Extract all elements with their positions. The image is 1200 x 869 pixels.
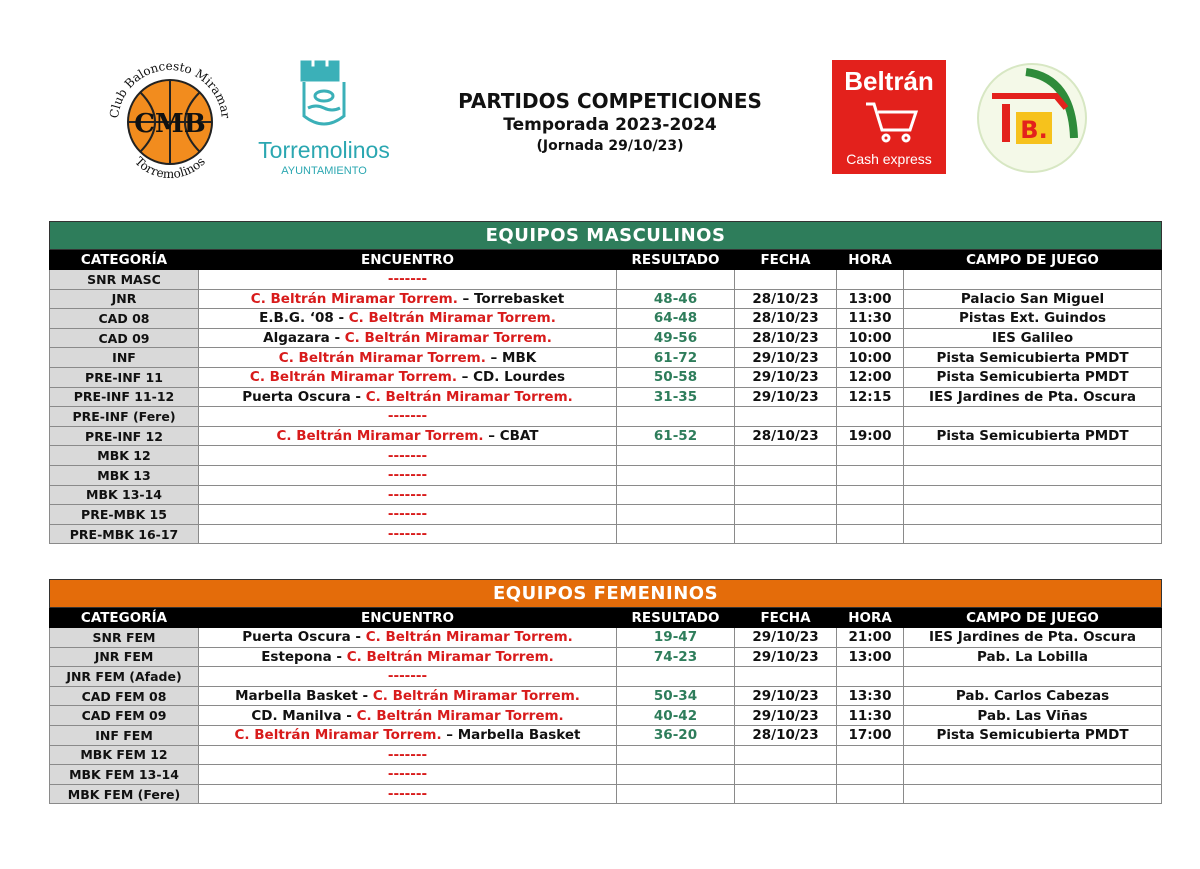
match-separator: - xyxy=(331,648,347,665)
table-row xyxy=(50,524,1162,544)
match-separator: ------- xyxy=(387,506,428,523)
col-header-encuentro: ENCUENTRO xyxy=(199,608,617,628)
encuentro-cell xyxy=(199,706,617,726)
hora-cell: 13:00 xyxy=(837,647,904,667)
match-separator: ------- xyxy=(387,766,428,783)
resultado-cell: 48-46 xyxy=(617,289,735,309)
hora-cell xyxy=(837,407,904,427)
encuentro-cell xyxy=(199,628,617,648)
fecha-cell xyxy=(735,524,837,544)
resultado-cell xyxy=(617,485,735,505)
col-header-resultado: RESULTADO xyxy=(617,250,735,270)
categoria-cell: JNR FEM xyxy=(50,647,199,667)
table-row xyxy=(50,784,1162,804)
fecha-cell xyxy=(735,505,837,525)
campo-cell xyxy=(904,765,1162,785)
fecha-cell: 29/10/23 xyxy=(735,387,837,407)
fecha-cell: 28/10/23 xyxy=(735,725,837,745)
campo-cell xyxy=(904,524,1162,544)
match-separator: ------- xyxy=(387,746,428,763)
col-header-campo: CAMPO DE JUEGO xyxy=(904,608,1162,628)
fecha-cell: 29/10/23 xyxy=(735,686,837,706)
col-header-encuentro: ENCUENTRO xyxy=(199,250,617,270)
home-team: C. Beltrán Miramar Torrem. xyxy=(249,369,457,386)
campo-cell: Pista Semicubierta PMDT xyxy=(904,426,1162,446)
categoria-cell: MBK 13 xyxy=(50,465,199,485)
encuentro-cell xyxy=(199,485,617,505)
encuentro-cell xyxy=(199,725,617,745)
encuentro-cell xyxy=(199,426,617,446)
fecha-cell: 28/10/23 xyxy=(735,328,837,348)
hora-cell xyxy=(837,446,904,466)
campo-cell: Pab. La Lobilla xyxy=(904,647,1162,667)
match-separator: - xyxy=(333,310,349,327)
femeninos-section-title: EQUIPOS FEMENINOS xyxy=(50,580,1162,608)
hora-cell xyxy=(837,765,904,785)
hora-cell: 12:15 xyxy=(837,387,904,407)
away-team: Marbella Basket xyxy=(457,727,581,744)
col-header-categoria: CATEGORÍA xyxy=(50,608,199,628)
categoria-cell: PRE-MBK 16-17 xyxy=(50,524,199,544)
categoria-cell: MBK 13-14 xyxy=(50,485,199,505)
svg-text:Beltrán: Beltrán xyxy=(844,66,934,96)
away-team: C. Beltrán Miramar Torrem. xyxy=(348,310,556,327)
svg-text:Cash express: Cash express xyxy=(846,151,932,167)
fecha-cell: 29/10/23 xyxy=(735,348,837,368)
hora-cell xyxy=(837,524,904,544)
match-separator: ------- xyxy=(387,526,428,543)
table-row xyxy=(50,367,1162,387)
home-team: CD. Manilva xyxy=(251,707,342,724)
away-team: C. Beltrán Miramar Torrem. xyxy=(365,629,573,646)
resultado-cell xyxy=(617,446,735,466)
hora-cell xyxy=(837,745,904,765)
match-separator: ------- xyxy=(387,447,428,464)
resultado-cell: 74-23 xyxy=(617,647,735,667)
fecha-cell xyxy=(735,745,837,765)
resultado-cell: 61-72 xyxy=(617,348,735,368)
campo-cell xyxy=(904,270,1162,290)
beltran-cash-express-logo xyxy=(832,60,946,174)
away-team: Torrebasket xyxy=(474,290,565,307)
categoria-cell: SNR MASC xyxy=(50,270,199,290)
campo-cell: Palacio San Miguel xyxy=(904,289,1162,309)
encuentro-cell xyxy=(199,647,617,667)
match-separator: - xyxy=(341,707,357,724)
resultado-cell: 19-47 xyxy=(617,628,735,648)
hora-cell: 19:00 xyxy=(837,426,904,446)
away-team: C. Beltrán Miramar Torrem. xyxy=(356,707,564,724)
categoria-cell: INF FEM xyxy=(50,725,199,745)
femeninos-table xyxy=(49,579,1162,804)
hora-cell: 13:00 xyxy=(837,289,904,309)
table-row xyxy=(50,745,1162,765)
fecha-cell xyxy=(735,270,837,290)
fecha-cell xyxy=(735,446,837,466)
hora-cell xyxy=(837,485,904,505)
svg-text:Torremolinos: Torremolinos xyxy=(258,137,390,163)
categoria-cell: JNR FEM (Afade) xyxy=(50,667,199,687)
table-row xyxy=(50,270,1162,290)
resultado-cell xyxy=(617,765,735,785)
categoria-cell: MBK FEM 12 xyxy=(50,745,199,765)
campo-cell xyxy=(904,745,1162,765)
col-header-fecha: FECHA xyxy=(735,608,837,628)
match-separator: ------- xyxy=(387,271,428,288)
hora-cell xyxy=(837,505,904,525)
hora-cell: 21:00 xyxy=(837,628,904,648)
hora-cell xyxy=(837,465,904,485)
encuentro-cell xyxy=(199,745,617,765)
categoria-cell: CAD FEM 08 xyxy=(50,686,199,706)
match-separator: ------- xyxy=(387,408,428,425)
fecha-cell xyxy=(735,784,837,804)
col-header-hora: HORA xyxy=(837,608,904,628)
table-row xyxy=(50,706,1162,726)
campo-cell xyxy=(904,407,1162,427)
table-row xyxy=(50,686,1162,706)
hora-cell: 10:00 xyxy=(837,348,904,368)
resultado-cell: 49-56 xyxy=(617,328,735,348)
fecha-cell xyxy=(735,407,837,427)
home-team: E.B.G. ‘08 xyxy=(259,310,334,327)
hora-cell xyxy=(837,784,904,804)
table-row xyxy=(50,426,1162,446)
fecha-cell: 28/10/23 xyxy=(735,309,837,329)
table-row xyxy=(50,465,1162,485)
hora-cell: 10:00 xyxy=(837,328,904,348)
away-team: MBK xyxy=(502,349,537,366)
encuentro-cell xyxy=(199,784,617,804)
away-team: C. Beltrán Miramar Torrem. xyxy=(372,688,580,705)
fecha-cell: 29/10/23 xyxy=(735,367,837,387)
match-separator: - xyxy=(329,330,345,347)
campo-cell xyxy=(904,784,1162,804)
encuentro-cell xyxy=(199,348,617,368)
categoria-cell: MBK FEM 13-14 xyxy=(50,765,199,785)
encuentro-cell xyxy=(199,309,617,329)
col-header-fecha: FECHA xyxy=(735,250,837,270)
encuentro-cell xyxy=(199,765,617,785)
hora-cell: 12:00 xyxy=(837,367,904,387)
away-team: CD. Lourdes xyxy=(473,369,566,386)
table-row xyxy=(50,309,1162,329)
table-row xyxy=(50,647,1162,667)
hora-cell: 11:30 xyxy=(837,309,904,329)
resultado-cell xyxy=(617,745,735,765)
table-row xyxy=(50,387,1162,407)
resultado-cell xyxy=(617,270,735,290)
campo-cell xyxy=(904,505,1162,525)
resultado-cell: 31-35 xyxy=(617,387,735,407)
svg-text:Club Baloncesto Miramar: Club Baloncesto Miramar xyxy=(107,58,233,120)
home-team: C. Beltrán Miramar Torrem. xyxy=(234,727,442,744)
match-separator: – xyxy=(483,428,500,445)
torremolinos-ayuntamiento-logo xyxy=(250,58,398,183)
match-separator: ------- xyxy=(387,467,428,484)
masculinos-section-title: EQUIPOS MASCULINOS xyxy=(50,222,1162,250)
categoria-cell: CAD FEM 09 xyxy=(50,706,199,726)
categoria-cell: PRE-INF 11-12 xyxy=(50,387,199,407)
table-row xyxy=(50,667,1162,687)
col-header-categoria: CATEGORÍA xyxy=(50,250,199,270)
fecha-cell xyxy=(735,465,837,485)
fecha-cell: 28/10/23 xyxy=(735,426,837,446)
home-team: C. Beltrán Miramar Torrem. xyxy=(278,349,486,366)
home-team: C. Beltrán Miramar Torrem. xyxy=(276,428,484,445)
encuentro-cell xyxy=(199,387,617,407)
categoria-cell: PRE-INF 12 xyxy=(50,426,199,446)
svg-text:Torremolinos: Torremolinos xyxy=(132,154,208,182)
campo-cell: Pistas Ext. Guindos xyxy=(904,309,1162,329)
resultado-cell xyxy=(617,407,735,427)
hora-cell: 17:00 xyxy=(837,725,904,745)
jornada-label: (Jornada 29/10/23) xyxy=(536,138,684,154)
fecha-cell xyxy=(735,667,837,687)
table-row xyxy=(50,348,1162,368)
resultado-cell xyxy=(617,505,735,525)
campo-cell: IES Jardines de Pta. Oscura xyxy=(904,628,1162,648)
away-team: C. Beltrán Miramar Torrem. xyxy=(344,330,552,347)
categoria-cell: MBK 12 xyxy=(50,446,199,466)
table-row xyxy=(50,765,1162,785)
hora-cell xyxy=(837,270,904,290)
fb-logo xyxy=(976,62,1088,174)
away-team: C. Beltrán Miramar Torrem. xyxy=(346,648,554,665)
col-header-resultado: RESULTADO xyxy=(617,608,735,628)
encuentro-cell xyxy=(199,407,617,427)
resultado-cell xyxy=(617,667,735,687)
match-separator: ------- xyxy=(387,486,428,503)
resultado-cell: 50-58 xyxy=(617,367,735,387)
categoria-cell: PRE-INF (Fere) xyxy=(50,407,199,427)
svg-text:B.: B. xyxy=(1020,116,1048,144)
campo-cell xyxy=(904,465,1162,485)
match-separator: – xyxy=(441,727,458,744)
encuentro-cell xyxy=(199,465,617,485)
encuentro-cell xyxy=(199,524,617,544)
encuentro-cell xyxy=(199,667,617,687)
table-row xyxy=(50,407,1162,427)
resultado-cell: 50-34 xyxy=(617,686,735,706)
categoria-cell: MBK FEM (Fere) xyxy=(50,784,199,804)
home-team: C. Beltrán Miramar Torrem. xyxy=(250,290,458,307)
hora-cell: 11:30 xyxy=(837,706,904,726)
table-row xyxy=(50,328,1162,348)
table-row xyxy=(50,485,1162,505)
categoria-cell: CAD 09 xyxy=(50,328,199,348)
resultado-cell: 64-48 xyxy=(617,309,735,329)
categoria-cell: INF xyxy=(50,348,199,368)
encuentro-cell xyxy=(199,328,617,348)
campo-cell xyxy=(904,485,1162,505)
home-team: Puerta Oscura xyxy=(242,388,351,405)
categoria-cell: PRE-INF 11 xyxy=(50,367,199,387)
categoria-cell: PRE-MBK 15 xyxy=(50,505,199,525)
encuentro-cell xyxy=(199,367,617,387)
match-separator: – xyxy=(485,349,503,366)
club-baloncesto-miramar-logo xyxy=(100,52,240,192)
away-team: CBAT xyxy=(499,428,539,445)
encuentro-cell xyxy=(199,270,617,290)
match-separator: - xyxy=(350,388,366,405)
svg-text:AYUNTAMIENTO: AYUNTAMIENTO xyxy=(281,165,367,177)
resultado-cell: 40-42 xyxy=(617,706,735,726)
fecha-cell xyxy=(735,765,837,785)
categoria-cell: JNR xyxy=(50,289,199,309)
table-row xyxy=(50,289,1162,309)
campo-cell: Pista Semicubierta PMDT xyxy=(904,367,1162,387)
resultado-cell: 61-52 xyxy=(617,426,735,446)
col-header-hora: HORA xyxy=(837,250,904,270)
campo-cell: Pab. Las Viñas xyxy=(904,706,1162,726)
encuentro-cell xyxy=(199,289,617,309)
col-header-campo: CAMPO DE JUEGO xyxy=(904,250,1162,270)
match-separator: – xyxy=(456,369,474,386)
campo-cell: Pab. Carlos Cabezas xyxy=(904,686,1162,706)
resultado-cell: 36-20 xyxy=(617,725,735,745)
campo-cell: Pista Semicubierta PMDT xyxy=(904,348,1162,368)
resultado-cell xyxy=(617,784,735,804)
campo-cell: IES Jardines de Pta. Oscura xyxy=(904,387,1162,407)
home-team: Puerta Oscura xyxy=(242,629,351,646)
categoria-cell: SNR FEM xyxy=(50,628,199,648)
fecha-cell: 29/10/23 xyxy=(735,647,837,667)
match-separator: ------- xyxy=(387,668,428,685)
campo-cell xyxy=(904,446,1162,466)
table-row xyxy=(50,725,1162,745)
match-separator: ------- xyxy=(387,786,428,803)
encuentro-cell xyxy=(199,505,617,525)
home-team: Algazara xyxy=(263,330,330,347)
home-team: Estepona xyxy=(261,648,332,665)
svg-text:CMB: CMB xyxy=(134,109,206,139)
table-row xyxy=(50,628,1162,648)
hora-cell: 13:30 xyxy=(837,686,904,706)
fecha-cell: 28/10/23 xyxy=(735,289,837,309)
match-separator: - xyxy=(357,688,373,705)
fecha-cell: 29/10/23 xyxy=(735,706,837,726)
match-separator: – xyxy=(457,290,474,307)
page-title-block xyxy=(400,88,820,156)
fecha-cell: 29/10/23 xyxy=(735,628,837,648)
campo-cell xyxy=(904,667,1162,687)
away-team: C. Beltrán Miramar Torrem. xyxy=(365,388,573,405)
hora-cell xyxy=(837,667,904,687)
match-separator: - xyxy=(350,629,366,646)
encuentro-cell xyxy=(199,686,617,706)
campo-cell: Pista Semicubierta PMDT xyxy=(904,725,1162,745)
fecha-cell xyxy=(735,485,837,505)
categoria-cell: CAD 08 xyxy=(50,309,199,329)
table-row xyxy=(50,446,1162,466)
table-row xyxy=(50,505,1162,525)
page-title: PARTIDOS COMPETICIONES xyxy=(458,89,762,113)
resultado-cell xyxy=(617,524,735,544)
home-team: Marbella Basket xyxy=(235,688,358,705)
masculinos-table xyxy=(49,221,1162,544)
encuentro-cell xyxy=(199,446,617,466)
season-subtitle: Temporada 2023-2024 xyxy=(503,115,717,135)
resultado-cell xyxy=(617,465,735,485)
campo-cell: IES Galileo xyxy=(904,328,1162,348)
